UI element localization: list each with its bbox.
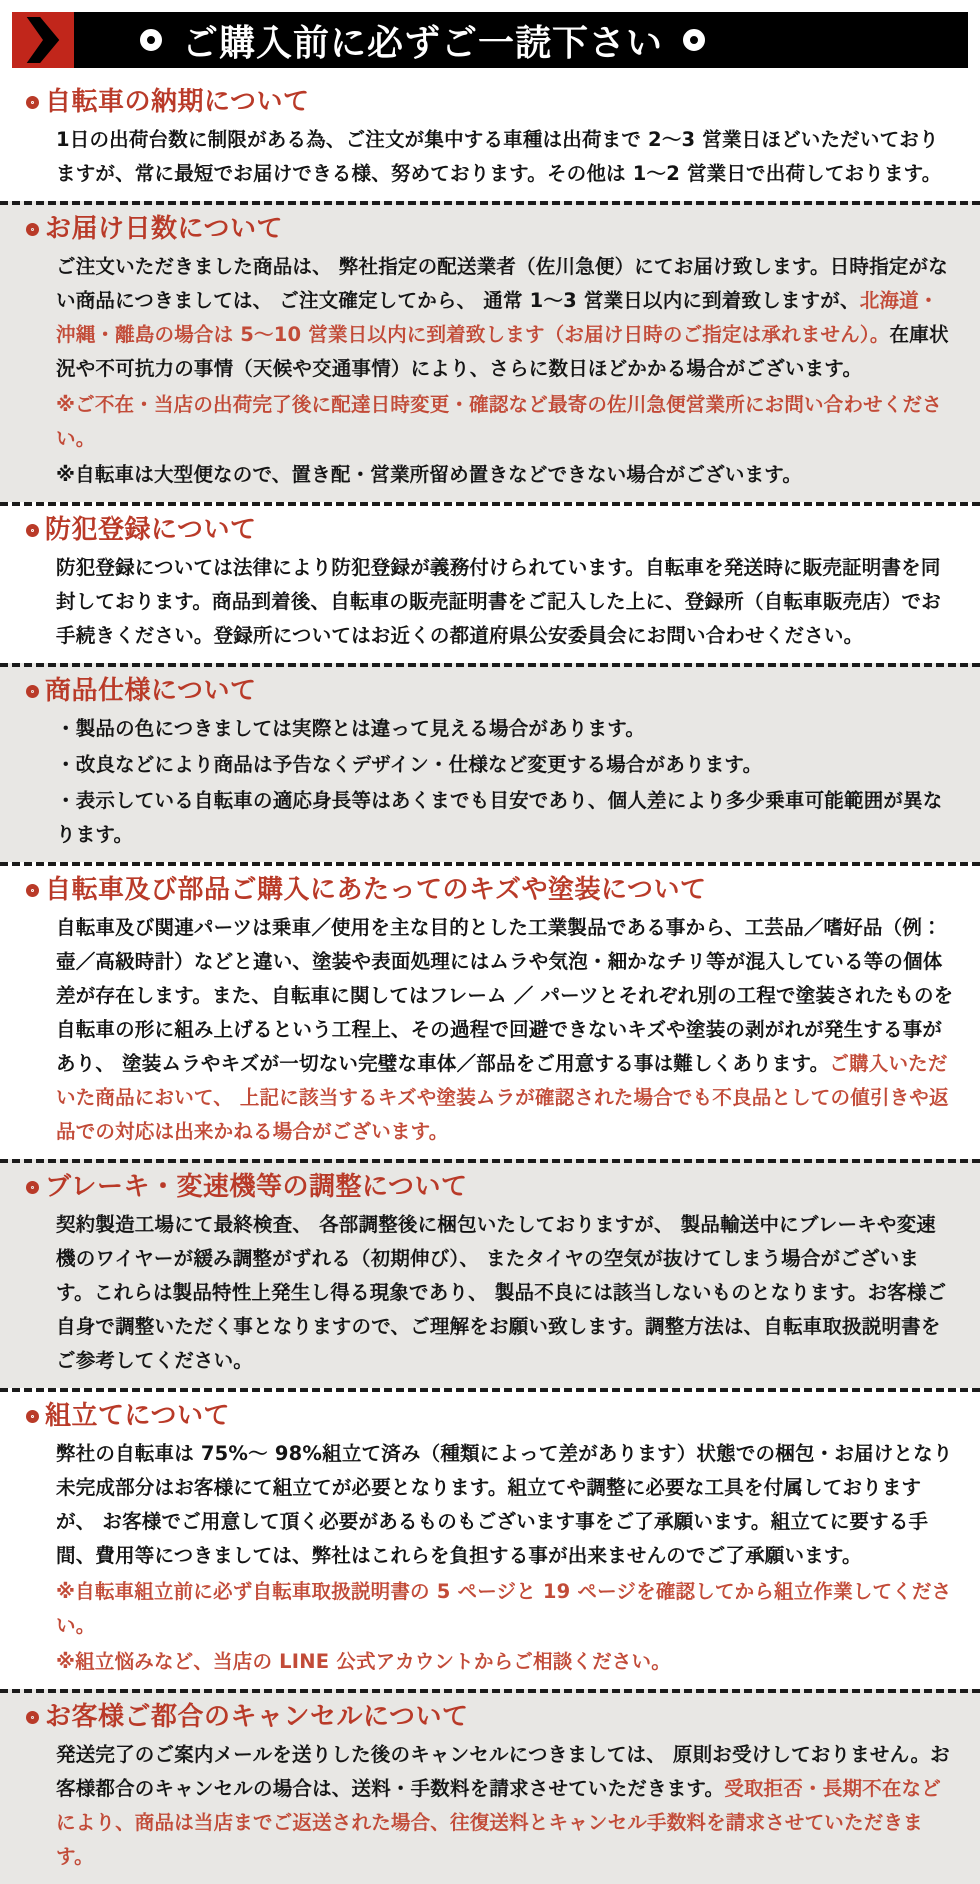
bullseye-icon <box>26 1711 39 1724</box>
header-banner <box>12 12 968 68</box>
ring-icon <box>140 29 162 51</box>
section-heading <box>26 213 954 245</box>
emphasis-text: ご購入いただいた商品において、 上記に該当するキズや塗装ムラが確認された場合でも不良品としての値引きや返品での対応は出来かねる場合がございます。 <box>56 1052 949 1143</box>
section-heading <box>26 514 954 546</box>
sections <box>0 78 980 1884</box>
note-line: ※組立悩みなど、当店の LINE 公式アカウントからご相談ください。 <box>56 1650 671 1673</box>
section-body <box>26 712 954 852</box>
section-title: ブレーキ・変速機等の調整について <box>45 1172 468 1202</box>
section-body <box>26 250 954 492</box>
section-body <box>26 551 954 653</box>
section-title: お客様ご都合のキャンセルについて <box>45 1702 469 1732</box>
section-title: 防犯登録について <box>45 515 257 545</box>
section-heading <box>26 1400 954 1432</box>
section-paragraph <box>56 1208 954 1378</box>
body-text: 1日の出荷台数に制限がある為、ご注文が集中する車種は出荷まで 2〜3 営業日ほどいただいておりますが、常に最短でお届けできる様、努めております。その他は 1〜2 営業日で出荷しております。 <box>56 128 942 185</box>
body-text: ご注文いただきました商品は、 弊社指定の配送業者（佐川急便）にてお届け致します。日時指定がない商品につきましては、 ご注文確定してから、 通常 1〜3 営業日以内に到着致しますが、 <box>56 255 948 312</box>
note-line: ※自転車組立前に必ず自転車取扱説明書の 5 ページと 19 ページを確認してから組立作業してください。 <box>56 1580 952 1637</box>
notice-page <box>0 12 980 1884</box>
bullseye-icon <box>26 223 39 236</box>
note-line: ※ご不在・当店の出荷完了後に配達日時変更・確認など最寄の佐川急便営業所にお問い合わせください。 <box>56 393 942 450</box>
bullet-item: ・製品の色につきましては実際とは違って見える場合があります。 <box>56 717 646 740</box>
section-shipping-leadtime <box>0 78 980 201</box>
emphasis-text: 北海道・沖縄・離島の場合は 5〜10 営業日以内に到着致します（お届け日時のご指定は承れません）。 <box>56 289 939 346</box>
body-text: 弊社の自転車は 75%〜 98%組立て済み（種類によって差があります）状態での梱包・お届けとなり未完成部分はお客様にて組立てが必要となります。組立てや調整に必要な工具を付属しておりますが、 お客様でご用意して頂く必要があるものもございます事をご了承願います。組立てに要する手間、費用等につきましては、弊社はこれらを負担する事が出来ませんのでご了承願います。 <box>56 1442 953 1567</box>
section-product-specifications <box>0 663 980 862</box>
section-heading <box>26 675 954 707</box>
chevron-right-icon <box>26 17 60 63</box>
bullseye-icon <box>26 96 39 109</box>
section-title: 自転車及び部品ご購入にあたってのキズや塗装について <box>45 875 707 905</box>
section-title: 組立てについて <box>45 1401 230 1431</box>
section-paragraph <box>56 123 954 191</box>
section-title: 自転車の納期について <box>45 87 310 117</box>
bullseye-icon <box>26 1181 39 1194</box>
section-paragraph <box>56 250 954 386</box>
section-assembly <box>0 1388 980 1689</box>
section-body <box>26 911 954 1149</box>
section-heading <box>26 86 954 118</box>
section-paragraph <box>56 911 954 1149</box>
header-title-wrap <box>140 12 705 68</box>
section-heading <box>26 874 954 906</box>
section-customer-cancellation <box>0 1689 980 1884</box>
section-scratches-and-paint <box>0 862 980 1159</box>
section-heading <box>26 1701 954 1733</box>
bullseye-icon <box>26 524 39 537</box>
section-title: お届け日数について <box>45 214 283 244</box>
body-text: 契約製造工場にて最終検査、 各部調整後に梱包いたしておりますが、 製品輸送中にブレーキや変速機のワイヤーが緩み調整がずれる（初期伸び）、 またタイヤの空気が抜けてしまう場合がございます。これらは製品特性上発生し得る現象であり、 製品不良には該当しないものとなります。お客様ご自身で調整いただく事となりますので、ご理解をお願い致します。調整方法は、自転車取扱説明書をご参考してください。 <box>56 1213 947 1372</box>
section-anti-theft-registration <box>0 502 980 663</box>
section-paragraph <box>56 1738 954 1874</box>
section-heading <box>26 1171 954 1203</box>
section-paragraph <box>56 551 954 653</box>
bullet-item: ・表示している自転車の適応身長等はあくまでも目安であり、個人差により多少乗車可能範囲が異なります。 <box>56 789 943 846</box>
bullseye-icon <box>26 1410 39 1423</box>
ring-icon <box>683 29 705 51</box>
body-text: 発送完了のご案内メールを送りした後のキャンセルにつきましては、 原則お受けしておりません。お客様都合のキャンセルの場合は、送料・手数料を請求させていただきます。 <box>56 1743 950 1800</box>
body-text: 自転車及び関連パーツは乗車／使用を主な目的とした工業製品である事から、工芸品／嗜好品（例：壺／高級時計）などと違い、塗装や表面処理にはムラや気泡・細かなチリ等が混入している等の個体差が存在します。また、自転車に関してはフレーム ／ パーツとそれぞれ別の工程で塗装されたものを自転車の形に組み上げるという工程上、その過程で回避できないキズや塗装の剥がれが発生する事があり、 塗装ムラやキズが一切ない完璧な車体／部品をご用意する事は難しくあります。 <box>56 916 954 1075</box>
section-title: 商品仕様について <box>45 676 257 706</box>
body-text: 防犯登録については法律により防犯登録が義務付けられています。自転車を発送時に販売証明書を同封しております。商品到着後、自転車の販売証明書をご記入した上に、登録所（自転車販売店）でお手続きください。登録所についてはお近くの都道府県公安委員会にお問い合わせください。 <box>56 556 941 647</box>
section-delivery-days <box>0 201 980 502</box>
emphasis-text: 受取拒否・長期不在などにより、商品は当店までご返送された場合、往復送料とキャンセル手数料を請求させていただきます。 <box>56 1777 941 1868</box>
bullseye-icon <box>26 884 39 897</box>
section-body <box>26 1208 954 1378</box>
section-brake-derailleur-adjustment <box>0 1159 980 1388</box>
bullet-item: ・改良などにより商品は予告なくデザイン・仕様など変更する場合があります。 <box>56 753 763 776</box>
section-body <box>26 1437 954 1679</box>
arrow-box <box>12 12 74 68</box>
section-paragraph <box>56 1437 954 1573</box>
section-body <box>26 1738 954 1874</box>
bullseye-icon <box>26 685 39 698</box>
body-text: 在庫状況や不可抗力の事情（天候や交通事情）により、さらに数日ほどかかる場合がございます。 <box>56 323 949 380</box>
section-body <box>26 123 954 191</box>
note-line: ※自転車は大型便なので、置き配・営業所留め置きなどできない場合がございます。 <box>56 463 803 486</box>
page-title: ご購入前に必ずご一読下さい <box>182 22 664 64</box>
